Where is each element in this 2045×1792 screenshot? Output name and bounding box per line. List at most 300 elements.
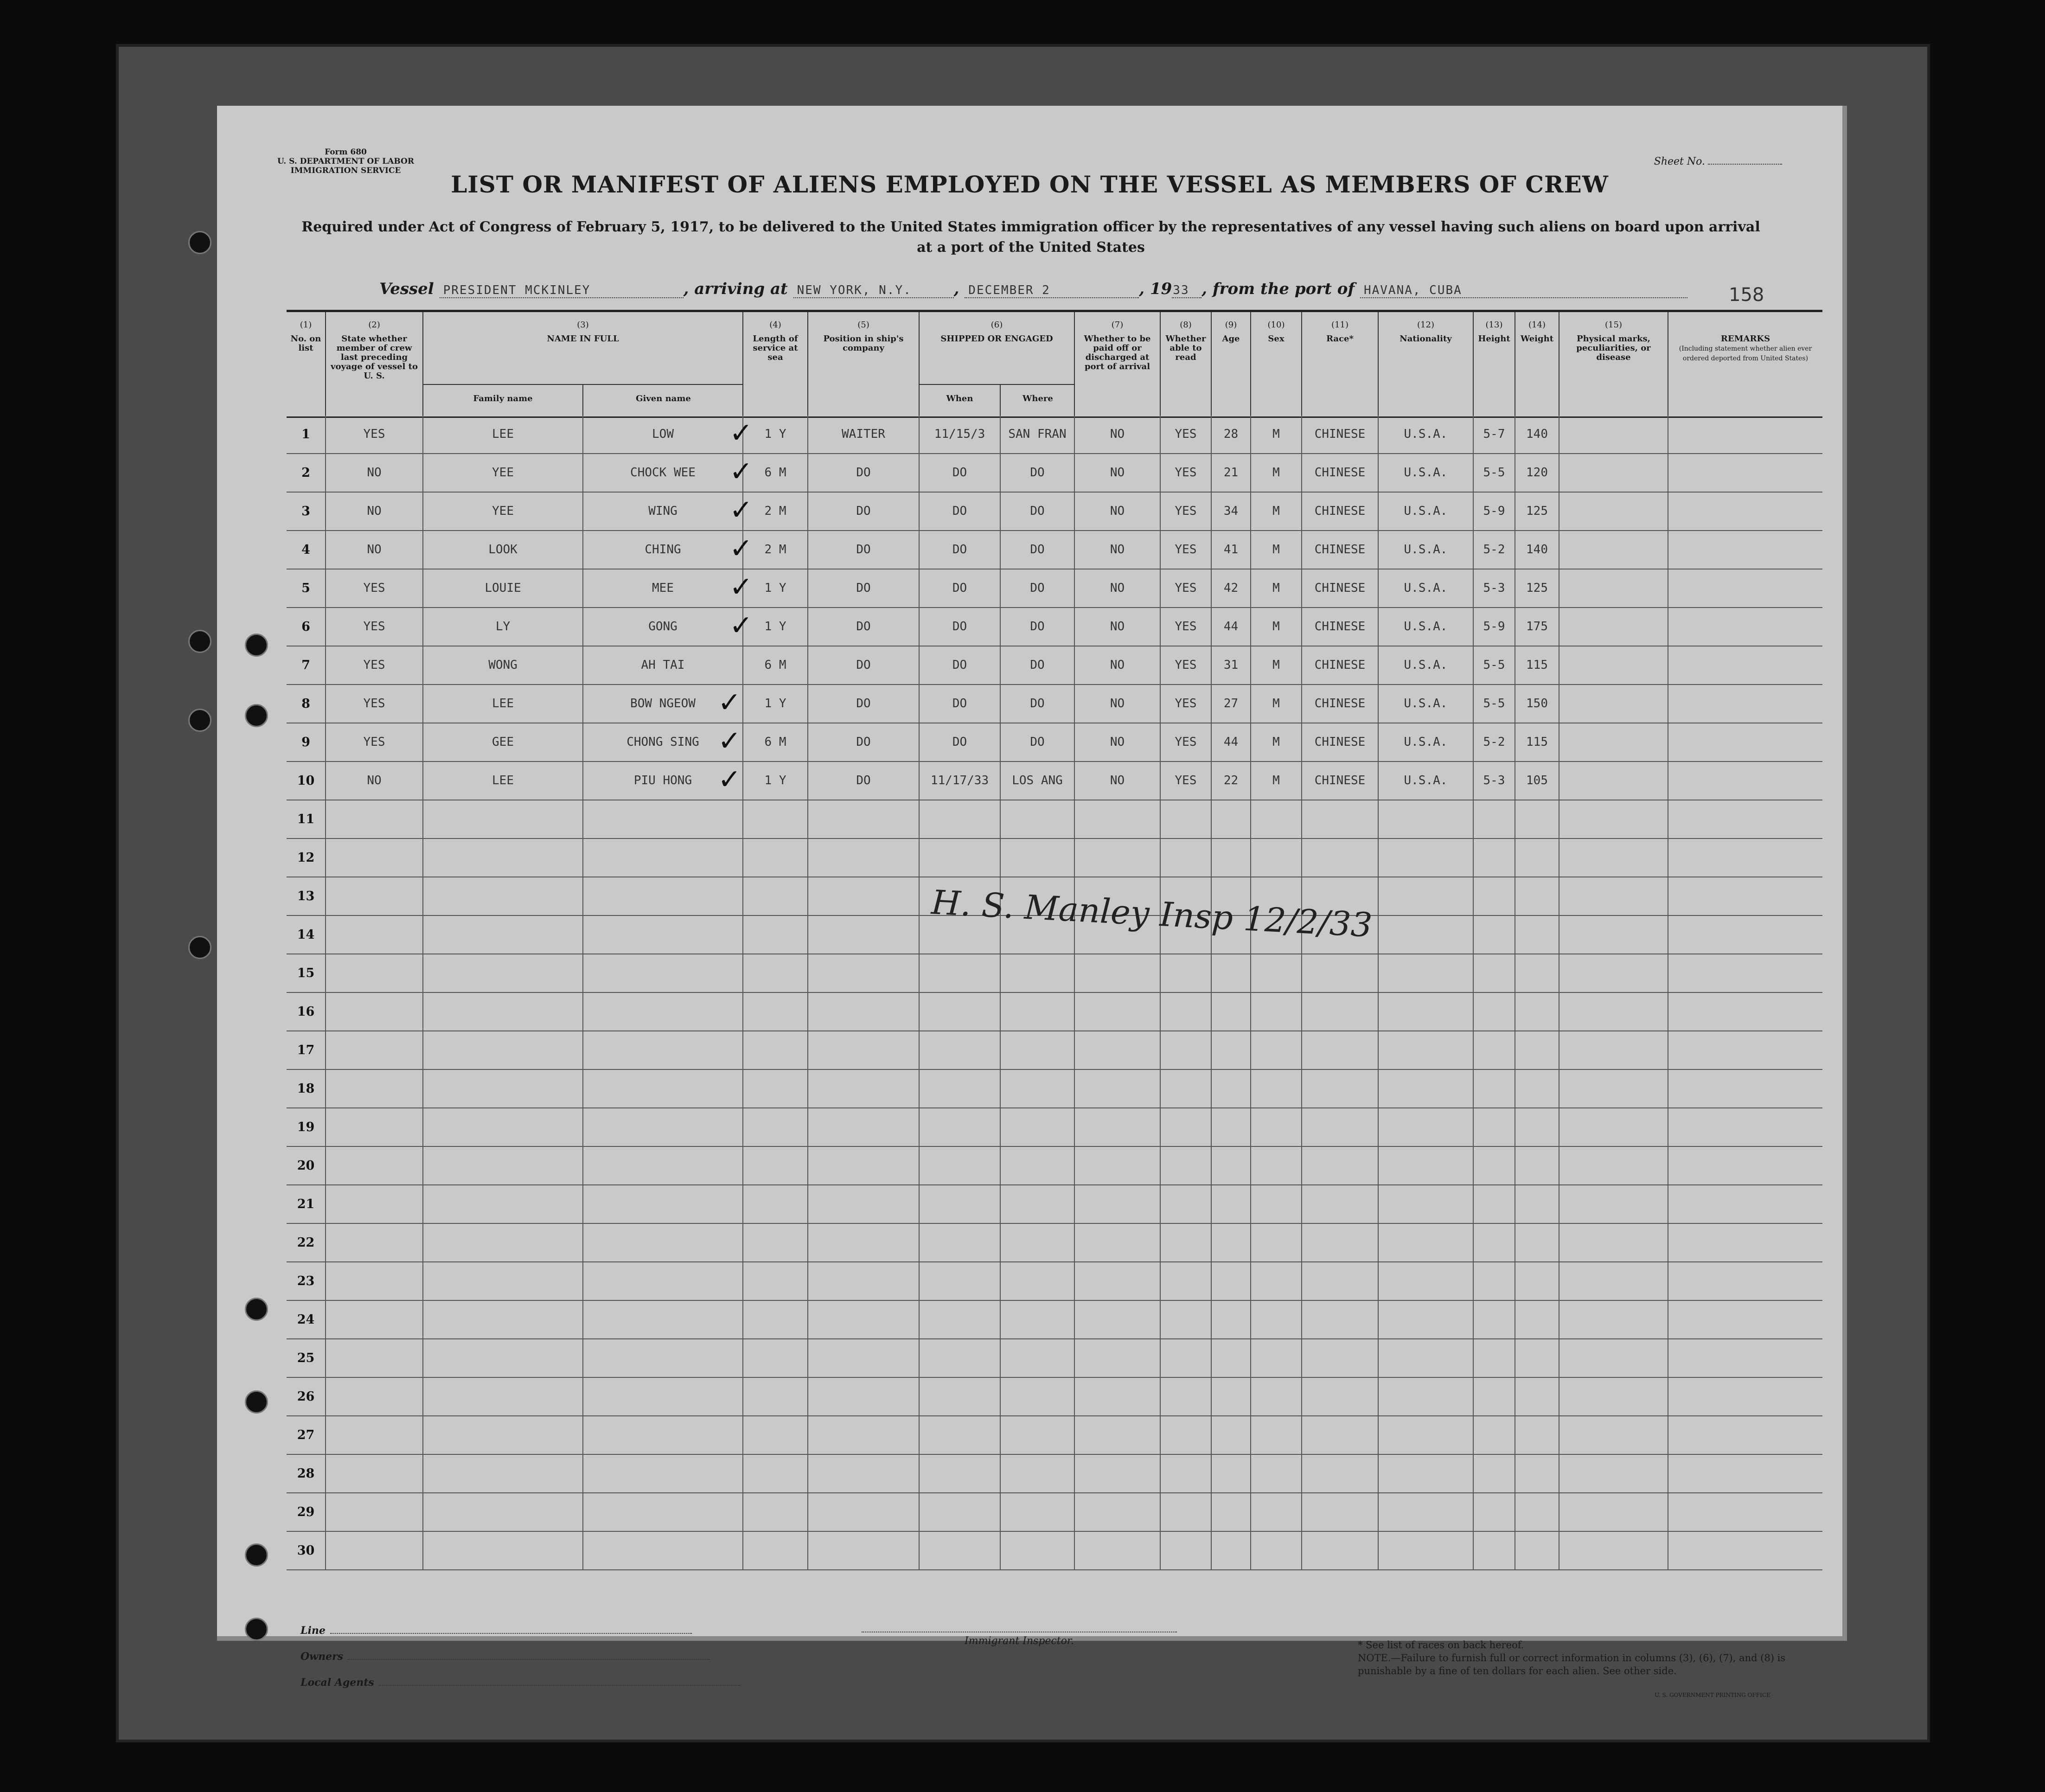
cell-empty	[920, 1070, 1001, 1107]
cell-empty	[1001, 1185, 1075, 1223]
header-physical-marks	[1559, 312, 1668, 416]
cell-empty	[583, 1416, 743, 1454]
table-row	[287, 954, 1822, 993]
cell-empty	[1515, 800, 1559, 838]
cell-age: 28	[1212, 416, 1251, 453]
cell-empty	[326, 1339, 423, 1377]
cell-empty	[1212, 993, 1251, 1030]
header-age	[1212, 312, 1251, 416]
cell-no: 20	[287, 1147, 326, 1184]
cell-no: 23	[287, 1262, 326, 1300]
cell-empty	[326, 1108, 423, 1146]
cell-empty	[1474, 1070, 1515, 1107]
cell-empty	[1161, 1416, 1212, 1454]
cell-position: DO	[808, 454, 920, 492]
manifest-form	[217, 106, 1847, 1698]
cell-sex: M	[1251, 570, 1302, 607]
cell-empty	[1559, 1224, 1668, 1261]
cell-empty	[1161, 1339, 1212, 1377]
cell-empty	[1379, 1416, 1474, 1454]
cell-no: 12	[287, 839, 326, 877]
footer-agents	[300, 1618, 741, 1696]
cell-able-to-read: YES	[1161, 416, 1212, 453]
cell-empty	[1559, 916, 1668, 954]
cell-nationality: U.S.A.	[1379, 493, 1474, 530]
cell-service: 1 Y	[743, 685, 808, 723]
cell-empty	[423, 1455, 583, 1492]
col-number: (7)	[1111, 320, 1124, 330]
owners-label: Owners	[300, 1651, 344, 1663]
cell-no: 28	[287, 1455, 326, 1492]
table-row	[287, 685, 1822, 723]
cell-empty	[1379, 1532, 1474, 1569]
cell-physical-marks	[1559, 608, 1668, 646]
table-row	[287, 800, 1822, 839]
table-row	[287, 723, 1822, 762]
cell-empty	[326, 1493, 423, 1531]
header-race	[1302, 312, 1379, 416]
cell-height: 5-9	[1474, 608, 1515, 646]
cell-empty	[1001, 839, 1075, 877]
cell-empty	[1075, 1378, 1161, 1415]
year-value: 33	[1172, 283, 1201, 298]
vessel-label: Vessel	[379, 280, 434, 298]
cell-paid-off: NO	[1075, 608, 1161, 646]
col-label: SHIPPED OR ENGAGED	[940, 334, 1053, 344]
cell-previous-voyage: NO	[326, 493, 423, 530]
cell-no: 13	[287, 877, 326, 915]
cell-empty	[1474, 954, 1515, 992]
cell-race: CHINESE	[1302, 608, 1379, 646]
page-stamp-number: 158	[1729, 284, 1764, 306]
cell-empty	[1474, 1224, 1515, 1261]
cell-given-name: WING	[583, 493, 743, 530]
cell-empty	[423, 1031, 583, 1069]
cell-empty	[1075, 1301, 1161, 1338]
cell-empty	[1251, 993, 1302, 1030]
cell-paid-off: NO	[1075, 416, 1161, 453]
cell-position: DO	[808, 646, 920, 684]
printer-credit: U. S. GOVERNMENT PRINTING OFFICE	[1655, 1692, 1770, 1698]
header-given-name: Given name	[583, 384, 743, 416]
cell-empty	[1515, 1185, 1559, 1223]
cell-race: CHINESE	[1302, 493, 1379, 530]
header-shipped-or-engaged	[920, 312, 1075, 416]
cell-where: DO	[1001, 685, 1075, 723]
cell-empty	[1161, 1031, 1212, 1069]
cell-empty	[1379, 1147, 1474, 1184]
cell-empty	[920, 1339, 1001, 1377]
cell-given-name: AH TAI	[583, 646, 743, 684]
vessel-line: Vessel PRESIDENT MCKINLEY , arriving at NEW YORK, N.Y. , DECEMBER 2 , 1933 , from the port of HAVANA, CUBA	[379, 280, 1687, 298]
cell-empty	[743, 1031, 808, 1069]
cell-race: CHINESE	[1302, 531, 1379, 569]
cell-no: 26	[287, 1378, 326, 1415]
table-row	[287, 416, 1822, 454]
cell-empty	[1559, 1493, 1668, 1531]
binder-hole	[245, 1390, 268, 1414]
cell-height: 5-3	[1474, 570, 1515, 607]
cell-empty	[743, 877, 808, 915]
cell-empty	[1474, 1108, 1515, 1146]
cell-age: 31	[1212, 646, 1251, 684]
cell-empty	[1161, 1185, 1212, 1223]
cell-empty	[808, 1378, 920, 1415]
cell-height: 5-5	[1474, 685, 1515, 723]
cell-empty	[920, 1031, 1001, 1069]
cell-empty	[743, 1185, 808, 1223]
cell-able-to-read: YES	[1161, 454, 1212, 492]
header-name-in-full	[423, 312, 743, 416]
cell-physical-marks	[1559, 685, 1668, 723]
cell-when: DO	[920, 608, 1001, 646]
cell-no: 29	[287, 1493, 326, 1531]
cell-empty	[1302, 1378, 1379, 1415]
inspector-line	[862, 1632, 1177, 1647]
binder-hole	[188, 709, 211, 732]
cell-height: 5-2	[1474, 531, 1515, 569]
cell-empty	[423, 877, 583, 915]
cell-empty	[1161, 1378, 1212, 1415]
cell-empty	[743, 1301, 808, 1338]
table-row	[287, 839, 1822, 877]
cell-empty	[1302, 1532, 1379, 1569]
table-row	[287, 608, 1822, 646]
cell-empty	[1302, 1416, 1379, 1454]
cell-paid-off: NO	[1075, 531, 1161, 569]
cell-empty	[423, 1416, 583, 1454]
cell-height: 5-7	[1474, 416, 1515, 453]
cell-empty	[1212, 1070, 1251, 1107]
cell-physical-marks	[1559, 646, 1668, 684]
cell-empty	[326, 877, 423, 915]
crew-table	[287, 416, 1822, 1570]
col-label: Age	[1222, 334, 1240, 344]
cell-able-to-read: YES	[1161, 723, 1212, 761]
cell-empty	[1515, 1262, 1559, 1300]
cell-able-to-read: YES	[1161, 608, 1212, 646]
col-number: (2)	[368, 320, 380, 330]
cell-no: 21	[287, 1185, 326, 1223]
sheet-number-blank	[1708, 164, 1782, 165]
cell-empty	[1001, 1378, 1075, 1415]
cell-empty	[1515, 1493, 1559, 1531]
cell-empty	[1515, 1070, 1559, 1107]
cell-height: 5-5	[1474, 646, 1515, 684]
cell-height: 5-2	[1474, 723, 1515, 761]
check-mark-icon: ✓	[729, 571, 753, 603]
cell-paid-off: NO	[1075, 723, 1161, 761]
check-mark-icon: ✓	[729, 609, 753, 642]
line-label: Line	[300, 1625, 326, 1637]
check-mark-icon: ✓	[729, 532, 753, 565]
cell-empty	[808, 1070, 920, 1107]
cell-empty	[583, 1224, 743, 1261]
cell-empty	[1379, 1378, 1474, 1415]
cell-empty	[808, 1224, 920, 1261]
cell-empty	[1001, 1147, 1075, 1184]
cell-no: 25	[287, 1339, 326, 1377]
table-row	[287, 1416, 1822, 1455]
cell-empty	[1515, 1455, 1559, 1492]
cell-no: 11	[287, 800, 326, 838]
cell-family-name: YEE	[423, 454, 583, 492]
cell-empty	[1001, 993, 1075, 1030]
cell-empty	[1302, 1147, 1379, 1184]
cell-empty	[1474, 1339, 1515, 1377]
cell-empty	[1001, 1532, 1075, 1569]
cell-no: 9	[287, 723, 326, 761]
cell-sex: M	[1251, 454, 1302, 492]
cell-no: 27	[287, 1416, 326, 1454]
cell-age: 44	[1212, 608, 1251, 646]
binder-hole	[188, 936, 211, 959]
form-number-line: Form 680	[325, 147, 367, 157]
inspector-label: Immigrant Inspector.	[965, 1635, 1074, 1647]
cell-empty	[1075, 839, 1161, 877]
cell-no: 15	[287, 954, 326, 992]
cell-sex: M	[1251, 646, 1302, 684]
cell-where: DO	[1001, 723, 1075, 761]
cell-empty	[1379, 1301, 1474, 1338]
cell-empty	[808, 1301, 920, 1338]
cell-empty	[1212, 839, 1251, 877]
cell-empty	[1075, 1224, 1161, 1261]
cell-race: CHINESE	[1302, 416, 1379, 453]
col-number: (13)	[1485, 320, 1503, 330]
cell-empty	[920, 1262, 1001, 1300]
cell-empty	[1474, 1378, 1515, 1415]
cell-empty	[1474, 993, 1515, 1030]
cell-empty	[808, 993, 920, 1030]
cell-service: 6 M	[743, 646, 808, 684]
cell-sex: M	[1251, 531, 1302, 569]
cell-empty	[1302, 800, 1379, 838]
cell-no: 24	[287, 1301, 326, 1338]
cell-empty	[1559, 1378, 1668, 1415]
table-row	[287, 1493, 1822, 1532]
header-nationality	[1379, 312, 1474, 416]
cell-empty	[743, 1108, 808, 1146]
cell-empty	[1075, 1262, 1161, 1300]
cell-empty	[1559, 1455, 1668, 1492]
cell-empty	[1001, 1224, 1075, 1261]
cell-empty	[1474, 1455, 1515, 1492]
cell-family-name: LEE	[423, 416, 583, 453]
cell-empty	[326, 1378, 423, 1415]
cell-physical-marks	[1559, 570, 1668, 607]
cell-empty	[1379, 1262, 1474, 1300]
cell-service: 6 M	[743, 723, 808, 761]
cell-empty	[1212, 1301, 1251, 1338]
cell-position: DO	[808, 608, 920, 646]
inspector-signature: H. S. Manley Insp 12/2/33	[930, 883, 1374, 945]
cell-empty	[583, 1532, 743, 1569]
col-label: Height	[1478, 334, 1510, 344]
cell-empty	[1001, 1493, 1075, 1531]
cell-position: DO	[808, 493, 920, 530]
cell-position: DO	[808, 723, 920, 761]
cell-empty	[1559, 1031, 1668, 1069]
cell-weight: 115	[1515, 723, 1559, 761]
cell-empty	[423, 1301, 583, 1338]
cell-race: CHINESE	[1302, 762, 1379, 800]
cell-empty	[1212, 1339, 1251, 1377]
cell-empty	[1251, 1031, 1302, 1069]
from-port-value: HAVANA, CUBA	[1360, 283, 1687, 298]
cell-given-name: CHOCK WEE	[583, 454, 743, 492]
cell-empty	[423, 954, 583, 992]
cell-empty	[920, 800, 1001, 838]
cell-empty	[743, 993, 808, 1030]
cell-paid-off: NO	[1075, 762, 1161, 800]
cell-empty	[1251, 1455, 1302, 1492]
cell-empty	[423, 1339, 583, 1377]
cell-empty	[808, 1147, 920, 1184]
cell-physical-marks	[1559, 416, 1668, 453]
check-mark-icon: ✓	[718, 686, 741, 719]
cell-height: 5-3	[1474, 762, 1515, 800]
col-label: NAME IN FULL	[547, 334, 619, 344]
cell-empty	[1474, 1493, 1515, 1531]
cell-empty	[1474, 1185, 1515, 1223]
cell-empty	[1251, 1416, 1302, 1454]
col-label: Sex	[1268, 334, 1285, 344]
cell-empty	[326, 1455, 423, 1492]
cell-family-name: GEE	[423, 723, 583, 761]
date-value: DECEMBER 2	[965, 283, 1139, 298]
cell-previous-voyage: NO	[326, 454, 423, 492]
cell-previous-voyage: YES	[326, 723, 423, 761]
cell-empty	[423, 1532, 583, 1569]
cell-empty	[808, 916, 920, 954]
cell-empty	[423, 1185, 583, 1223]
cell-weight: 125	[1515, 493, 1559, 530]
cell-empty	[743, 839, 808, 877]
cell-empty	[1379, 1185, 1474, 1223]
cell-physical-marks	[1559, 493, 1668, 530]
cell-empty	[1559, 1532, 1668, 1569]
cell-empty	[1001, 1416, 1075, 1454]
cell-empty	[1474, 1147, 1515, 1184]
cell-sex: M	[1251, 762, 1302, 800]
cell-age: 34	[1212, 493, 1251, 530]
cell-previous-voyage: YES	[326, 685, 423, 723]
cell-physical-marks	[1559, 531, 1668, 569]
cell-empty	[1075, 1031, 1161, 1069]
cell-sex: M	[1251, 416, 1302, 453]
header-no-on-list	[287, 312, 326, 416]
cell-weight: 105	[1515, 762, 1559, 800]
cell-empty	[1302, 1455, 1379, 1492]
cell-when: DO	[920, 685, 1001, 723]
cell-paid-off: NO	[1075, 570, 1161, 607]
cell-empty	[1302, 954, 1379, 992]
cell-no: 30	[287, 1532, 326, 1569]
cell-sex: M	[1251, 608, 1302, 646]
cell-weight: 140	[1515, 531, 1559, 569]
cell-nationality: U.S.A.	[1379, 646, 1474, 684]
cell-empty	[1559, 839, 1668, 877]
cell-empty	[326, 1070, 423, 1107]
col-number: (9)	[1225, 320, 1237, 330]
table-row	[287, 454, 1822, 493]
col-number: (11)	[1331, 320, 1348, 330]
cell-paid-off: NO	[1075, 685, 1161, 723]
footnote-penalty: NOTE.—Failure to furnish full or correct information in columns (3), (6), (7), and (8) is punishable by a fine of ten dollars for each alien. See other side.	[1358, 1652, 1786, 1677]
cell-empty	[808, 954, 920, 992]
service-line: IMMIGRATION SERVICE	[290, 166, 401, 175]
table-row	[287, 1224, 1822, 1262]
cell-empty	[1559, 877, 1668, 915]
cell-weight: 125	[1515, 570, 1559, 607]
col-number: (15)	[1605, 320, 1622, 330]
col-number: (14)	[1528, 320, 1546, 330]
cell-empty	[1001, 1108, 1075, 1146]
cell-empty	[1075, 1185, 1161, 1223]
owners-blank	[348, 1659, 709, 1660]
cell-empty	[423, 839, 583, 877]
cell-empty	[1559, 800, 1668, 838]
cell-empty	[1212, 1147, 1251, 1184]
cell-empty	[1251, 839, 1302, 877]
col-number: (10)	[1267, 320, 1285, 330]
footnote-races: * See list of races on back hereof.	[1358, 1639, 1524, 1651]
cell-empty	[1251, 954, 1302, 992]
cell-where: LOS ANG	[1001, 762, 1075, 800]
cell-race: CHINESE	[1302, 685, 1379, 723]
cell-previous-voyage: YES	[326, 608, 423, 646]
cell-empty	[1075, 1493, 1161, 1531]
cell-empty	[1474, 1532, 1515, 1569]
cell-nationality: U.S.A.	[1379, 454, 1474, 492]
cell-no: 8	[287, 685, 326, 723]
cell-where: DO	[1001, 493, 1075, 530]
cell-empty	[1212, 1262, 1251, 1300]
cell-empty	[920, 1532, 1001, 1569]
cell-family-name: LOUIE	[423, 570, 583, 607]
cell-no: 22	[287, 1224, 326, 1261]
cell-empty	[326, 1301, 423, 1338]
cell-position: DO	[808, 531, 920, 569]
cell-empty	[1515, 1224, 1559, 1261]
cell-previous-voyage: NO	[326, 762, 423, 800]
cell-no: 5	[287, 570, 326, 607]
cell-empty	[423, 993, 583, 1030]
cell-given-name: GONG	[583, 608, 743, 646]
cell-family-name: WONG	[423, 646, 583, 684]
cell-empty	[1515, 1416, 1559, 1454]
cell-empty	[1161, 800, 1212, 838]
cell-empty	[743, 1532, 808, 1569]
cell-empty	[808, 1031, 920, 1069]
agents-label: Local Agents	[300, 1677, 374, 1689]
cell-height: 5-9	[1474, 493, 1515, 530]
cell-empty	[423, 1108, 583, 1146]
cell-empty	[583, 1147, 743, 1184]
table-row	[287, 1070, 1822, 1108]
col-number: (12)	[1417, 320, 1434, 330]
binder-hole	[245, 1543, 268, 1567]
cell-empty	[743, 1224, 808, 1261]
cell-family-name: LEE	[423, 685, 583, 723]
cell-empty	[1559, 1108, 1668, 1146]
check-mark-icon: ✓	[729, 417, 753, 449]
cell-empty	[1379, 1070, 1474, 1107]
cell-when: DO	[920, 570, 1001, 607]
cell-empty	[1251, 1070, 1302, 1107]
cell-empty	[1474, 1416, 1515, 1454]
